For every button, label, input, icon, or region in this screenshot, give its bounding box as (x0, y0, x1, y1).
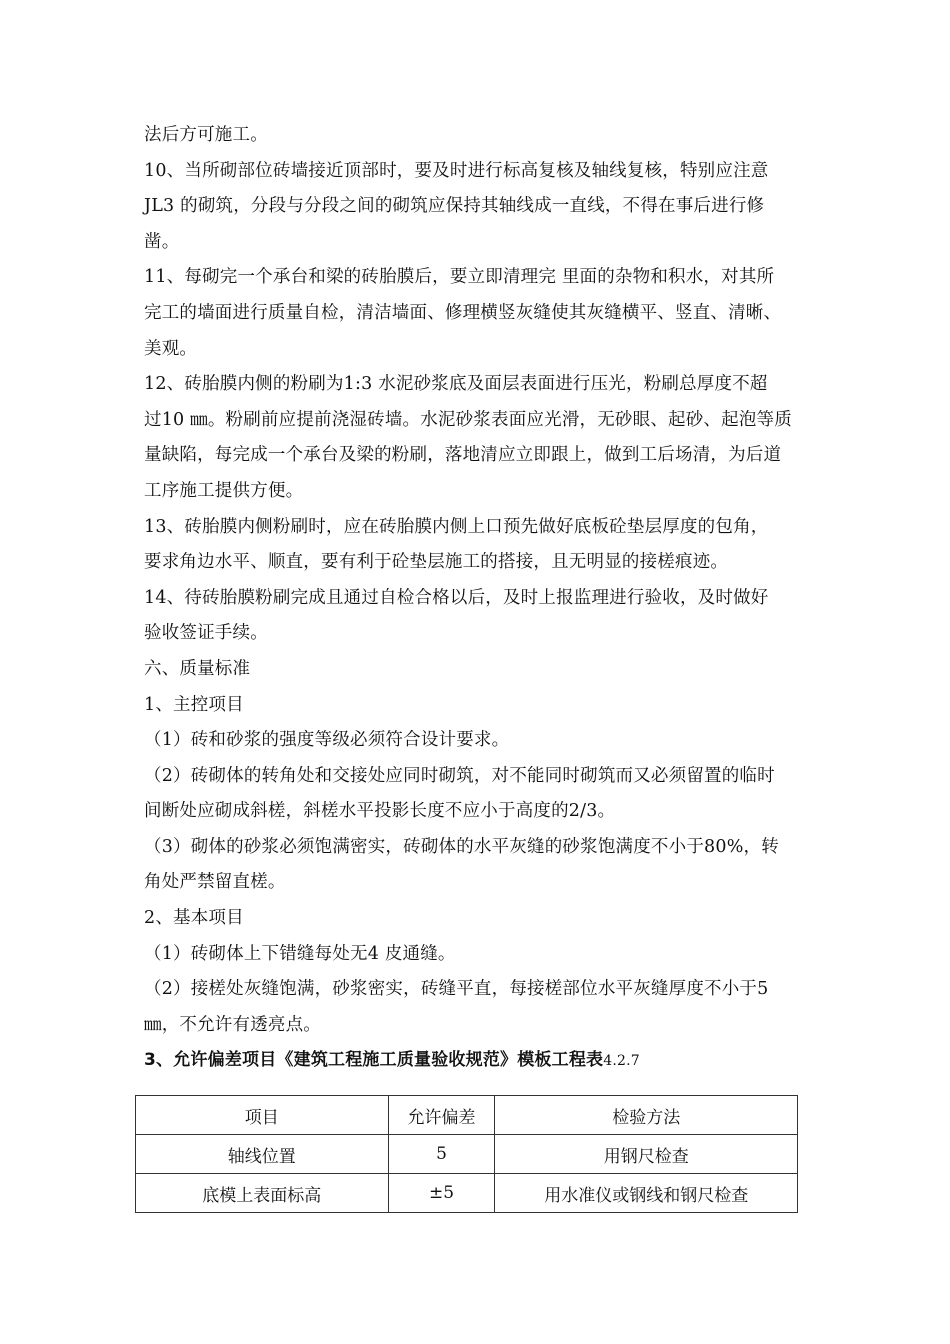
text-line: （2）接槎处灰缝饱满，砂浆密实，砖缝平直，每接槎部位水平灰缝厚度不小于5 (144, 979, 769, 1000)
cell-item: 轴线位置 (136, 1135, 389, 1174)
subsection-heading: 1、主控项目 (144, 694, 244, 715)
cell-method: 用水准仪或钢线和钢尺检查 (495, 1174, 798, 1213)
header-cell-item: 项目 (136, 1096, 389, 1135)
text-line: 10、当所砌部位砖墙接近顶部时，要及时进行标高复核及轴线复核，特别应注意 (144, 160, 769, 181)
document-body (144, 118, 814, 1079)
text-line: （1）砖砌体上下错缝每处无4 皮通缝。 (144, 943, 456, 964)
text-line: 完工的墙面进行质量自检，清洁墙面、修理横竖灰缝使其灰缝横平、竖直、清晰、 (144, 302, 782, 323)
text-line: 工序施工提供方便。 (144, 480, 304, 501)
text-line: （3）砌体的砂浆必须饱满密实，砖砌体的水平灰缝的砂浆饱满度不小于80%，转 (144, 836, 779, 857)
text-line: （1）砖和砂浆的强度等级必须符合设计要求。 (144, 730, 510, 751)
table-row (136, 1135, 798, 1174)
text-line: 验收签证手续。 (144, 623, 268, 644)
table-heading-suffix: 4.2.7 (603, 1053, 640, 1070)
text-line: 14、待砖胎膜粉刷完成且通过自检合格以后，及时上报监理进行验收，及时做好 (144, 587, 769, 608)
tolerance-table (135, 1095, 798, 1213)
text-line: （2）砖砌体的转角处和交接处应同时砌筑，对不能同时砌筑而又必须留置的临时 (144, 765, 775, 786)
section-heading: 六、质量标准 (144, 658, 251, 679)
header-cell-tolerance: 允许偏差 (388, 1096, 495, 1135)
subsection-heading: 2、基本项目 (144, 908, 244, 929)
cell-tolerance: ±5 (388, 1174, 495, 1213)
header-cell-method: 检验方法 (495, 1096, 798, 1135)
text-line: 凿。 (144, 231, 180, 252)
text-line: 12、砖胎膜内侧的粉刷为1:3 水泥砂浆底及面层表面进行压光，粉刷总厚度不超 (144, 374, 768, 395)
cell-method: 用钢尺检查 (495, 1135, 798, 1174)
table-header-row (136, 1096, 798, 1135)
cell-tolerance: 5 (388, 1135, 495, 1174)
text-line: 间断处应砌成斜槎，斜槎水平投影长度不应小于高度的2/3。 (144, 801, 616, 822)
cell-item: 底模上表面标高 (136, 1174, 389, 1213)
text-line: JL3 的砌筑，分段与分段之间的砌筑应保持其轴线成一直线，不得在事后进行修 (144, 196, 765, 217)
text-line: 13、砖胎膜内侧粉刷时，应在砖胎膜内侧上口预先做好底板砼垫层厚度的包角， (144, 516, 769, 537)
table-row (136, 1174, 798, 1213)
text-line: 美观。 (144, 338, 198, 359)
text-line: 过10 ㎜。粉刷前应提前浇湿砖墙。水泥砂浆表面应光滑，无砂眼、起砂、起泡等质 (144, 409, 792, 430)
text-line: 法后方可施工。 (144, 125, 268, 145)
text-line: 角处严禁留直槎。 (144, 872, 286, 893)
text-line: 要求角边水平、顺直，要有利于砼垫层施工的搭接，且无明显的接槎痕迹。 (144, 552, 729, 573)
table-heading (144, 1043, 814, 1079)
text-line: 量缺陷，每完成一个承台及梁的粉刷，落地清应立即跟上，做到工后场清，为后道 (144, 445, 782, 466)
text-line: 11、每砌完一个承台和梁的砖胎膜后，要立即清理完 里面的杂物和积水，对其所 (144, 267, 775, 288)
table-heading-main: 3、允许偏差项目《建筑工程施工质量验收规范》模板工程表 (144, 1050, 604, 1071)
text-line: ㎜，不允许有透亮点。 (144, 1014, 321, 1035)
